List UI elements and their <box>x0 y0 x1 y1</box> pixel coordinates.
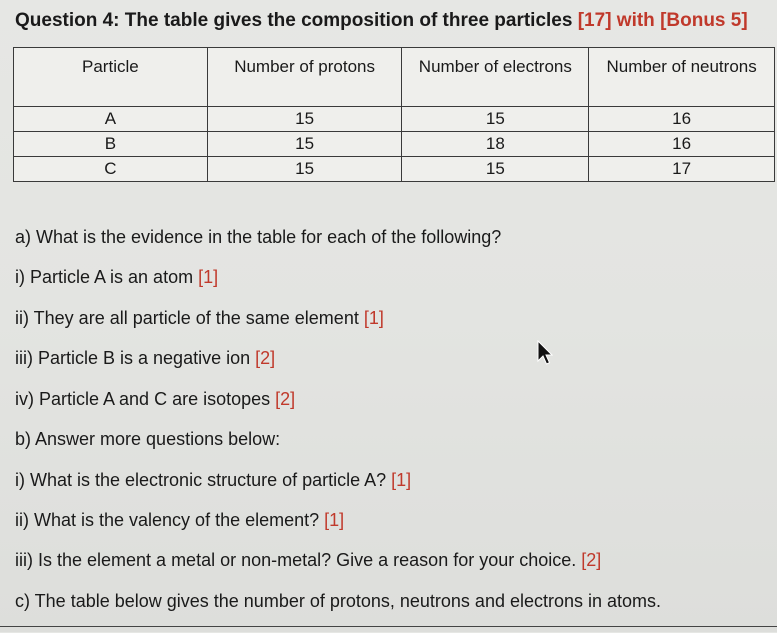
question-marks: [1] <box>391 470 412 490</box>
question-b-ii <box>15 510 344 531</box>
question-marks: [1] <box>363 308 384 328</box>
question-marks: [2] <box>275 389 296 409</box>
header-neutrons: Number of neutrons <box>589 48 775 107</box>
question-a-text: a) What is the evidence in the table for each of the following? <box>15 227 502 247</box>
question-text: iii) Is the element a metal or non-metal? Give a reason for your choice. <box>15 550 582 570</box>
header-particle: Particle <box>14 48 208 107</box>
cell-neutrons: 17 <box>589 157 775 182</box>
question-text: i) Particle A is an atom <box>15 267 199 287</box>
question-a-iv <box>15 389 295 410</box>
header-protons: Number of protons <box>207 48 402 107</box>
cell-protons: 15 <box>207 132 402 157</box>
question-text: i) What is the electronic structure of particle A? <box>15 470 392 490</box>
particle-composition-table <box>13 47 775 182</box>
cell-protons: 15 <box>207 157 402 182</box>
question-text: ii) They are all particle of the same element <box>15 308 364 328</box>
question-text: iii) Particle B is a negative ion <box>15 348 256 368</box>
question-marks: [17] with [Bonus 5] <box>577 10 748 31</box>
cell-neutrons: 16 <box>589 132 775 157</box>
question-a-ii <box>15 308 384 329</box>
table-header-row <box>14 48 775 107</box>
cell-particle: A <box>14 107 208 132</box>
question-marks: [1] <box>198 267 219 287</box>
question-a-iii <box>15 348 275 369</box>
cell-electrons: 15 <box>402 157 589 182</box>
mouse-pointer-icon <box>537 340 553 371</box>
question-b-text: b) Answer more questions below: <box>15 429 281 449</box>
question-b-i <box>15 470 411 491</box>
cell-neutrons: 16 <box>589 107 775 132</box>
question-c-text: c) The table below gives the number of protons, neutrons and electrons in atoms. <box>15 591 662 611</box>
question-a <box>15 227 501 248</box>
question-c <box>15 591 661 612</box>
cell-particle: B <box>14 132 208 157</box>
cell-particle: C <box>14 157 208 182</box>
question-text: The table gives the composition of three particles <box>119 10 578 31</box>
cell-electrons: 15 <box>402 107 589 132</box>
question-b <box>15 429 280 450</box>
question-label: Question 4: <box>15 10 120 31</box>
question-text: ii) What is the valency of the element? <box>15 510 325 530</box>
question-marks: [1] <box>324 510 345 530</box>
question-marks: [2] <box>581 550 602 570</box>
question-text: iv) Particle A and C are isotopes <box>15 389 276 409</box>
header-electrons: Number of electrons <box>402 48 589 107</box>
question-a-i <box>15 267 218 288</box>
question-title <box>15 10 748 32</box>
table-row <box>14 157 775 182</box>
table-row <box>14 107 775 132</box>
cell-electrons: 18 <box>402 132 589 157</box>
question-marks: [2] <box>255 348 276 368</box>
cell-protons: 15 <box>207 107 402 132</box>
table-row <box>14 132 775 157</box>
question-b-iii <box>15 550 601 571</box>
